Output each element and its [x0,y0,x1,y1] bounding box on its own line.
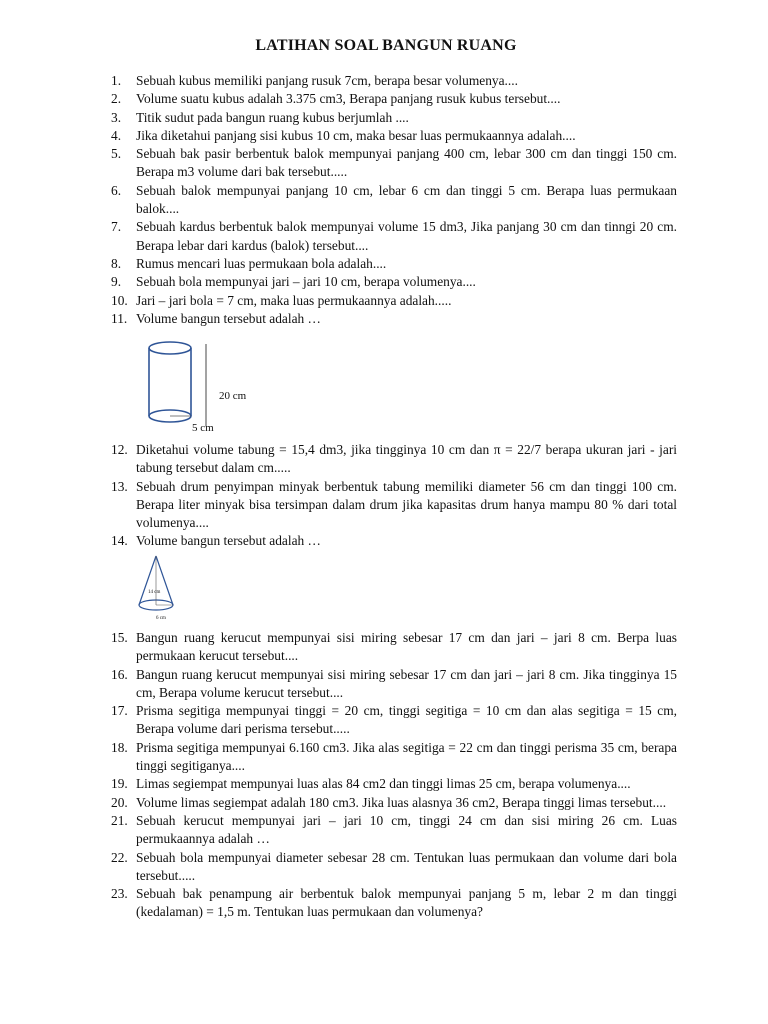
question-number: 6. [111,182,122,198]
question-number: 13. [111,478,128,494]
question-number: 20. [111,794,128,810]
page-title: LATIHAN SOAL BANGUN RUANG [255,37,517,54]
question-item [107,666,677,703]
question-item [107,145,677,182]
question-text: Sebuah kerucut mempunyai jari – jari 10 cm, tinggi 24 cm dan sisi miring 26 cm. Luas permukaannya adalah … [136,812,677,847]
question-number: 1. [111,73,122,88]
question-item [107,885,677,922]
question-item [107,255,677,273]
question-text: Sebuah kubus memiliki panjang rusuk 7cm, berapa besar volumenya.... [136,73,518,88]
question-text: Diketahui volume tabung = 15,4 dm3, jika tingginya 10 cm dan π = 22/7 berapa ukuran jari - jari tabung tersebut dalam cm..... [136,442,677,476]
question-number: 11. [111,310,128,326]
question-list-part-1 [107,72,677,328]
question-text: Sebuah drum penyimpan minyak berbentuk tabung memiliki diameter 56 cm dan tinggi 100 cm. Berapa liter minyak bisa tersimpan dalam drum jika kapasitas drum hanya mampu 80 % dari total volumenya.... [136,478,677,531]
question-item [107,739,677,776]
question-item [107,218,677,255]
cylinder-radius-label: 5 cm [192,422,214,434]
question-item [107,273,677,291]
question-item [107,702,677,739]
question-text: Volume bangun tersebut adalah … [136,533,321,549]
question-item [107,109,677,127]
question-number: 22. [111,849,128,865]
question-number: 8. [111,255,122,271]
question-text: Sebuah balok mempunyai panjang 10 cm, lebar 6 cm dan tinggi 5 cm. Berapa luas permukaan balok.... [136,182,677,217]
question-number: 7. [111,219,122,235]
question-item [107,292,677,310]
question-number: 15. [111,630,128,645]
question-text: Volume suatu kubus adalah 3.375 cm3, Berapa panjang rusuk kubus tersebut.... [136,91,561,107]
question-text: Sebuah kardus berbentuk balok mempunyai volume 15 dm3, Jika panjang 30 cm dan tinngi 20 cm. Berapa lebar dari kardus (balok) tersebut.... [136,219,677,253]
question-item [107,90,677,108]
question-item [107,812,677,849]
question-item [107,72,677,90]
question-item [107,775,677,793]
question-number: 9. [111,274,122,290]
question-number: 21. [111,812,128,828]
question-list-part-2 [107,441,677,551]
question-text: Jari – jari bola = 7 cm, maka luas permukaannya adalah..... [136,292,452,308]
question-number: 23. [111,886,128,902]
question-text: Prisma segitiga mempunyai 6.160 cm3. Jika alas segitiga = 22 cm dan tinggi perisma 35 cm, berapa tinggi segitiganya.... [136,739,677,774]
cone-height-label: 14 cm [148,590,161,595]
question-item [107,182,677,219]
question-item [107,532,677,550]
question-number: 17. [111,703,128,719]
question-text: Rumus mencari luas permukaan bola adalah.... [136,255,387,271]
question-text: Sebuah bak pasir berbentuk balok mempunyai panjang 400 cm, lebar 300 cm dan tinggi 150 cm. Berapa m3 volume dari bak tersebut..... [136,146,677,180]
question-item [107,478,677,533]
question-text: Sebuah bak penampung air berbentuk balok mempunyai panjang 5 m, lebar 2 m dan tinggi (kedalaman) = 1,5 m. Tentukan luas permukaan dan volumenya? [136,886,677,920]
cylinder-drawing [140,336,260,436]
question-text: Volume bangun tersebut adalah … [136,310,321,326]
question-item [107,629,677,666]
question-number: 4. [111,127,122,143]
question-item [107,849,677,886]
question-text: Limas segiempat mempunyai luas alas 84 cm2 dan tinggi limas 25 cm, berapa volumenya.... [136,776,631,792]
question-number: 16. [111,666,128,682]
question-number: 18. [111,739,128,755]
cone-figure [136,553,180,628]
cone-radius-label: 6 cm [156,616,166,621]
question-text: Sebuah bola mempunyai diameter sebesar 28 cm. Tentukan luas permukaan dan volume dari bola tersebut..... [136,849,677,883]
question-list-part-3 [107,629,677,922]
question-text: Bangun ruang kerucut mempunyai sisi miring sebesar 17 cm dan jari – jari 8 cm. Jika tingginya 15 cm, Berapa volume kerucut tersebut.... [136,666,677,700]
question-text: Jika diketahui panjang sisi kubus 10 cm, maka besar luas permukaannya adalah.... [136,127,576,143]
question-number: 12. [111,442,128,457]
cylinder-height-label: 20 cm [219,390,247,402]
question-number: 2. [111,91,122,107]
question-number: 10. [111,292,128,308]
question-text: Prisma segitiga mempunyai tinggi = 20 cm, tinggi segitiga = 10 cm dan alas segitiga = 15 cm, Berapa volume dari perisma tersebut..... [136,703,677,737]
question-item [107,310,677,328]
question-text: Sebuah bola mempunyai jari – jari 10 cm, berapa volumenya.... [136,274,476,290]
question-number: 14. [111,533,128,549]
question-item [107,127,677,145]
question-item [107,441,677,478]
question-number: 19. [111,776,128,792]
question-number: 5. [111,146,122,162]
cylinder-figure [140,336,260,436]
question-text: Volume limas segiempat adalah 180 cm3. Jika luas alasnya 36 cm2, Berapa tinggi limas tersebut.... [136,794,667,810]
question-text: Titik sudut pada bangun ruang kubus berjumlah .... [136,109,409,125]
question-item [107,794,677,812]
question-text: Bangun ruang kerucut mempunyai sisi miring sebesar 17 cm dan jari – jari 8 cm. Berpa luas permukaan kerucut tersebut.... [136,630,677,664]
question-number: 3. [111,109,122,125]
